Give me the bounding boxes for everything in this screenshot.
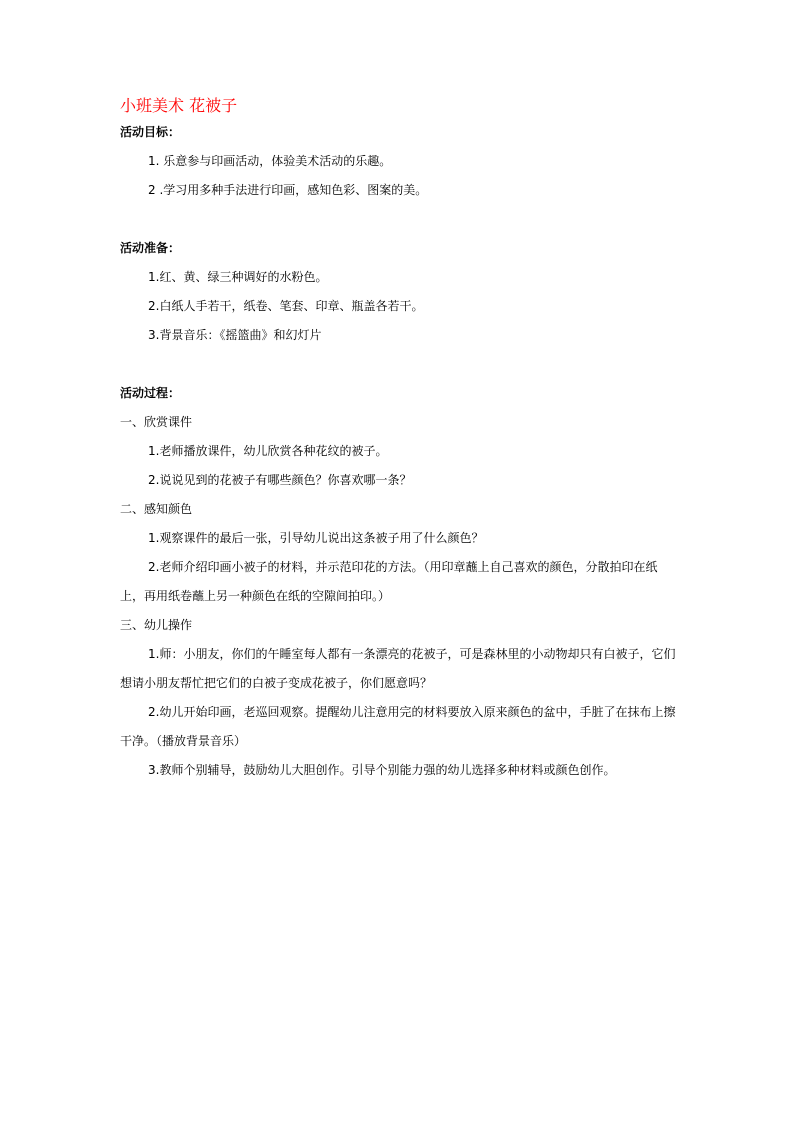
process-heading: 活动过程： [120,386,181,400]
preparation-heading: 活动准备： [120,241,181,255]
preparation-item: 1.红、黄、绿三种调好的水粉色。 [148,270,328,284]
process-step: 2.说说见到的花被子有哪些颜色？你喜欢哪一条？ [148,473,412,487]
preparation-item: 2.白纸人手若干，纸卷、笔套、印章、瓶盖各若干。 [148,299,424,313]
goal-item: 1. 乐意参与印画活动，体验美术活动的乐趣。 [148,154,392,168]
process-part-title: 三、幼儿操作 [120,618,193,632]
document-page [120,95,680,785]
blank-line [120,205,680,234]
goals-heading: 活动目标： [120,125,181,139]
process-part-title: 二、感知颜色 [120,502,193,516]
process-step: 2.老师介绍印画小被子的材料，并示范印花的方法。（用印章蘸上自己喜欢的颜色，分散拍印在纸上，再用纸卷蘸上另一种颜色在纸的空隙间拍印。） [120,560,658,603]
goal-item: 2 .学习用多种手法进行印画，感知色彩、图案的美。 [148,183,428,197]
process-part-title: 一、欣赏课件 [120,415,193,429]
process-step: 1.老师播放课件，幼儿欣赏各种花纹的被子。 [148,444,388,458]
process-step: 3.教师个别辅导，鼓励幼儿大胆创作。引导个别能力强的幼儿选择多种材料或颜色创作。 [148,763,616,777]
document-title: 小班美术 花被子 [120,96,238,115]
process-step: 2.幼儿开始印画，老巡回观察。提醒幼儿注意用完的材料要放入原来颜色的盆中，手脏了在抹布上擦干净。（播放背景音乐） [120,705,676,748]
process-step: 1.师：小朋友，你们的午睡室每人都有一条漂亮的花被子，可是森林里的小动物却只有白被子，它们想请小朋友帮忙把它们的白被子变成花被子，你们愿意吗？ [120,647,676,690]
blank-line [120,350,680,379]
preparation-item: 3.背景音乐：《摇篮曲》和幻灯片 [148,328,322,342]
process-step: 1.观察课件的最后一张，引导幼儿说出这条被子用了什么颜色？ [148,531,484,545]
